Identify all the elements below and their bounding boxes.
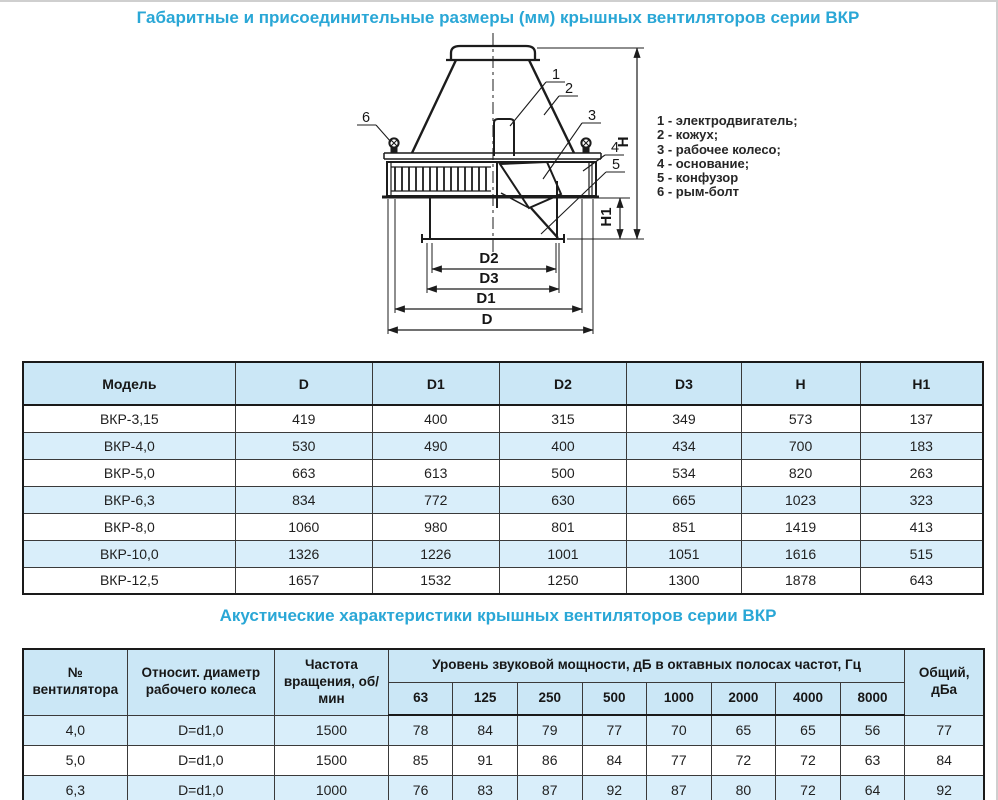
table-row [23,715,984,745]
model-cell: ВКР-5,0 [23,459,235,486]
dim-col-header: D [235,362,372,405]
level-value-cell: 80 [711,775,776,800]
dimension-value-cell: 573 [741,405,860,432]
table-row [23,745,984,775]
table-row [23,540,983,567]
level-value-cell: 56 [840,715,905,745]
dimension-value-cell: 665 [627,486,741,513]
level-value-cell: 72 [711,745,776,775]
freq-col-header: 63 [388,682,453,715]
dimension-value-cell: 643 [860,567,983,594]
dimension-value-cell: 1001 [499,540,627,567]
dimension-value-cell: 1051 [627,540,741,567]
level-value-cell: 79 [517,715,582,745]
page-title-acoustic: Акустические характеристики крышных вентиляторов серии ВКР [219,606,777,625]
model-cell: ВКР-8,0 [23,513,235,540]
model-cell: ВКР-6,3 [23,486,235,513]
dimension-value-cell: 1023 [741,486,860,513]
dimension-value-cell: 137 [860,405,983,432]
legend-line-4: 4 - основание; [657,156,750,171]
callout-2: 2 [564,81,574,97]
level-value-cell: 92 [582,775,647,800]
speed-cell: 1000 [275,775,389,800]
dim-label-d2: D2 [479,250,499,267]
dim-col-header: D3 [627,362,741,405]
table-row [23,405,983,432]
legend-line-6: 6 - рым-болт [657,184,740,199]
dimension-value-cell: 834 [235,486,372,513]
dim-col-header: Модель [23,362,235,405]
table-row [23,513,983,540]
acoustic-header-row-1 [23,649,984,682]
dimension-value-cell: 700 [741,432,860,459]
level-value-cell: 78 [388,715,453,745]
page-title-dimensions: Габаритные и присоединительные размеры (мм) крышных вентиляторов серии ВКР [136,8,860,27]
louver-slats [395,167,486,191]
dimension-value-cell: 413 [860,513,983,540]
freq-col-header: 1000 [647,682,712,715]
freq-col-header: 500 [582,682,647,715]
level-value-cell: 85 [388,745,453,775]
dimension-value-cell: 1326 [235,540,372,567]
level-value-cell: 63 [840,745,905,775]
dimension-value-cell: 263 [860,459,983,486]
level-value-cell: 65 [776,715,841,745]
dimension-value-cell: 613 [372,459,499,486]
table-row [23,775,984,800]
freq-col-header: 4000 [776,682,841,715]
callout-4: 4 [610,140,620,156]
impeller [500,162,561,208]
legend-line-1: 1 - электродвигатель; [657,113,798,128]
model-cell: ВКР-4,0 [23,432,235,459]
callout-5: 5 [611,157,621,173]
speed-cell: 1500 [275,715,389,745]
dim-label-d3: D3 [479,270,499,287]
dimensions-header-row [23,362,983,405]
dimension-value-cell: 530 [235,432,372,459]
col-header-fan-number: № вентилятора [23,649,127,715]
dimension-value-cell: 772 [372,486,499,513]
dimension-value-cell: 1532 [372,567,499,594]
dimension-value-cell: 500 [499,459,627,486]
col-header-speed: Частота вращения, об/мин [275,649,389,715]
fan-number-cell: 5,0 [23,745,127,775]
speed-cell: 1500 [275,745,389,775]
dimension-value-cell: 183 [860,432,983,459]
level-value-cell: 86 [517,745,582,775]
level-value-cell: 91 [453,745,518,775]
dim-label-d1: D1 [476,290,496,307]
level-value-cell: 84 [453,715,518,745]
dim-label-h1: H1 [598,207,615,227]
callout-leaders [357,82,625,234]
dimension-value-cell: 434 [627,432,741,459]
acoustic-table [22,648,985,800]
level-value-cell: 84 [582,745,647,775]
dimension-value-cell: 1616 [741,540,860,567]
louver-rails [391,167,491,191]
diameter-cell: D=d1,0 [127,715,274,745]
level-value-cell: 72 [776,745,841,775]
col-header-sound-level: Уровень звуковой мощности, дБ в октавных полосах частот, Гц [388,649,905,682]
fan-number-cell: 6,3 [23,775,127,800]
table-row [23,459,983,486]
dimension-value-cell: 400 [499,432,627,459]
level-value-cell: 70 [647,715,712,745]
table-row [23,486,983,513]
level-value-cell: 72 [776,775,841,800]
callout-6: 6 [361,110,371,126]
level-value-cell: 83 [453,775,518,800]
level-value-cell: 65 [711,715,776,745]
callout-3: 3 [587,108,597,124]
freq-col-header: 125 [453,682,518,715]
dimension-value-cell: 1226 [372,540,499,567]
callout-1: 1 [551,67,561,83]
legend-line-2: 2 - кожух; [657,127,719,142]
model-cell: ВКР-12,5 [23,567,235,594]
freq-col-header: 250 [517,682,582,715]
dimension-value-cell: 980 [372,513,499,540]
model-cell: ВКР-3,15 [23,405,235,432]
fan-number-cell: 4,0 [23,715,127,745]
dimensions-table [22,361,984,595]
total-level-cell: 84 [905,745,984,775]
dim-col-header: D2 [499,362,627,405]
col-header-total: Общий, дБа [905,649,984,715]
level-value-cell: 77 [582,715,647,745]
dimension-value-cell: 1419 [741,513,860,540]
dim-label-d: D [481,311,493,328]
total-level-cell: 77 [905,715,984,745]
dimension-value-cell: 1250 [499,567,627,594]
dim-col-header: H [741,362,860,405]
dimension-value-cell: 490 [372,432,499,459]
eyebolt-left [389,138,398,153]
dimension-value-cell: 349 [627,405,741,432]
model-cell: ВКР-10,0 [23,540,235,567]
diameter-cell: D=d1,0 [127,775,274,800]
dimension-value-cell: 400 [372,405,499,432]
dimension-value-cell: 1300 [627,567,741,594]
dimension-value-cell: 1657 [235,567,372,594]
legend-line-5: 5 - конфузор [657,170,739,185]
level-value-cell: 87 [517,775,582,800]
dimension-value-cell: 851 [627,513,741,540]
table-row [23,567,983,594]
dimension-value-cell: 323 [860,486,983,513]
legend-line-3: 3 - рабочее колесо; [657,142,781,157]
level-value-cell: 76 [388,775,453,800]
dimension-value-cell: 1060 [235,513,372,540]
dimension-value-cell: 630 [499,486,627,513]
total-level-cell: 92 [905,775,984,800]
dimension-value-cell: 515 [860,540,983,567]
level-value-cell: 64 [840,775,905,800]
freq-col-header: 2000 [711,682,776,715]
dimension-value-cell: 1878 [741,567,860,594]
dimension-value-cell: 534 [627,459,741,486]
dim-label-h: H [615,136,632,148]
col-header-diameter: Относит. диаметр рабочего колеса [127,649,274,715]
fan-diagram [0,30,996,348]
table-row [23,432,983,459]
level-value-cell: 87 [647,775,712,800]
dim-col-header: H1 [860,362,983,405]
confuser-wall [531,208,558,238]
eyebolt-right [581,138,590,153]
dimension-value-cell: 315 [499,405,627,432]
dimension-value-cell: 820 [741,459,860,486]
freq-col-header: 8000 [840,682,905,715]
fan-drawing-svg [0,30,998,348]
level-value-cell: 77 [647,745,712,775]
dim-col-header: D1 [372,362,499,405]
dimension-value-cell: 663 [235,459,372,486]
dimension-value-cell: 801 [499,513,627,540]
diameter-cell: D=d1,0 [127,745,274,775]
dimension-value-cell: 419 [235,405,372,432]
